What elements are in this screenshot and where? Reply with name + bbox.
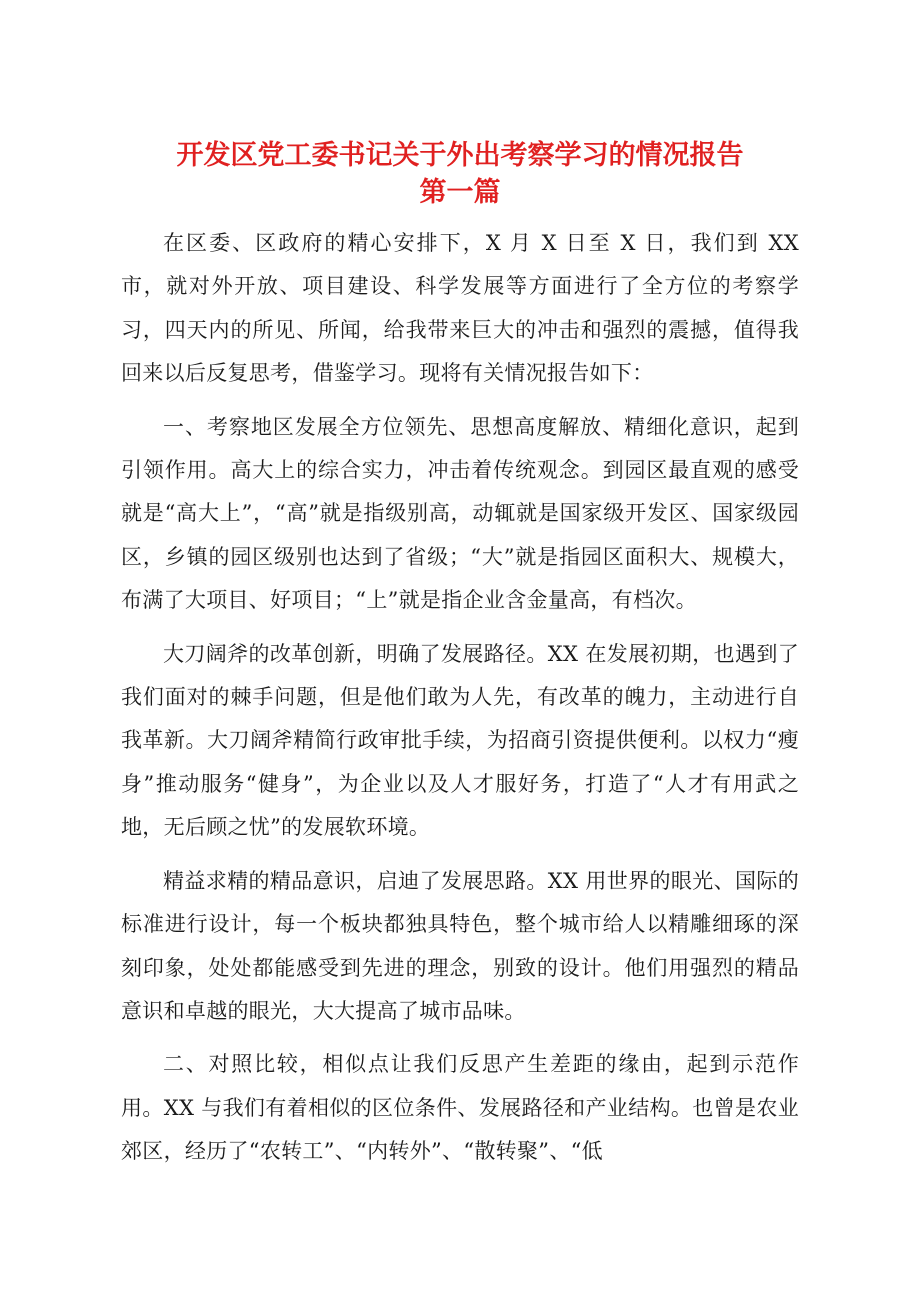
paragraph-section-one: 一、考察地区发展全方位领先、思想高度解放、精细化意识，起到引领作用。高大上的综合实力，冲击着传统观念。到园区最直观的感受就是“高大上”，“高”就是指级别高，动辄就是国家级开发区、国家级园区，乡镇的园区级别也达到了省级；“大”就是指园区面积大、规模大，布满了大项目、好项目；“上”就是指企业含金量高，有档次。 — [121, 414, 799, 613]
document-subtitle: 第一篇 — [419, 177, 501, 208]
document-title: 开发区党工委书记关于外出考察学习的情况报告 — [176, 140, 744, 171]
paragraph-quality: 精益求精的精品意识，启迪了发展思路。XX 用世界的眼光、国际的标准进行设计，每一个板块都独具特色，整个城市给人以精雕细琢的深刻印象，处处都能感受到先进的理念，别致的设计。他们用强烈的精品意识和卓越的眼光，大大提高了城市品味。 — [121, 868, 799, 1023]
paragraph-section-two: 二、对照比较，相似点让我们反思产生差距的缘由，起到示范作用。XX 与我们有着相似的区位条件、发展路径和产业结构。也曾是农业郊区，经历了“农转工”、“内转外”、“散转聚”、“低 — [121, 1052, 799, 1164]
paragraph-intro: 在区委、区政府的精心安排下，X 月 X 日至 X 日，我们到 XX 市，就对外开放、项目建设、科学发展等方面进行了全方位的考察学习，四天内的所见、所闻，给我带来巨大的冲击和强烈的震撼，值得我回来以后反复思考，借鉴学习。现将有关情况报告如下： — [121, 231, 799, 386]
paragraph-reform: 大刀阔斧的改革创新，明确了发展路径。XX 在发展初期，也遇到了我们面对的棘手问题，但是他们敢为人先，有改革的魄力，主动进行自我革新。大刀阔斧精简行政审批手续，为招商引资提供便利。以权力“瘦身”推动服务“健身”，为企业以及人才服好务，打造了“人才有用武之地，无后顾之忧”的发展软环境。 — [121, 641, 799, 840]
document-body — [121, 222, 799, 1184]
